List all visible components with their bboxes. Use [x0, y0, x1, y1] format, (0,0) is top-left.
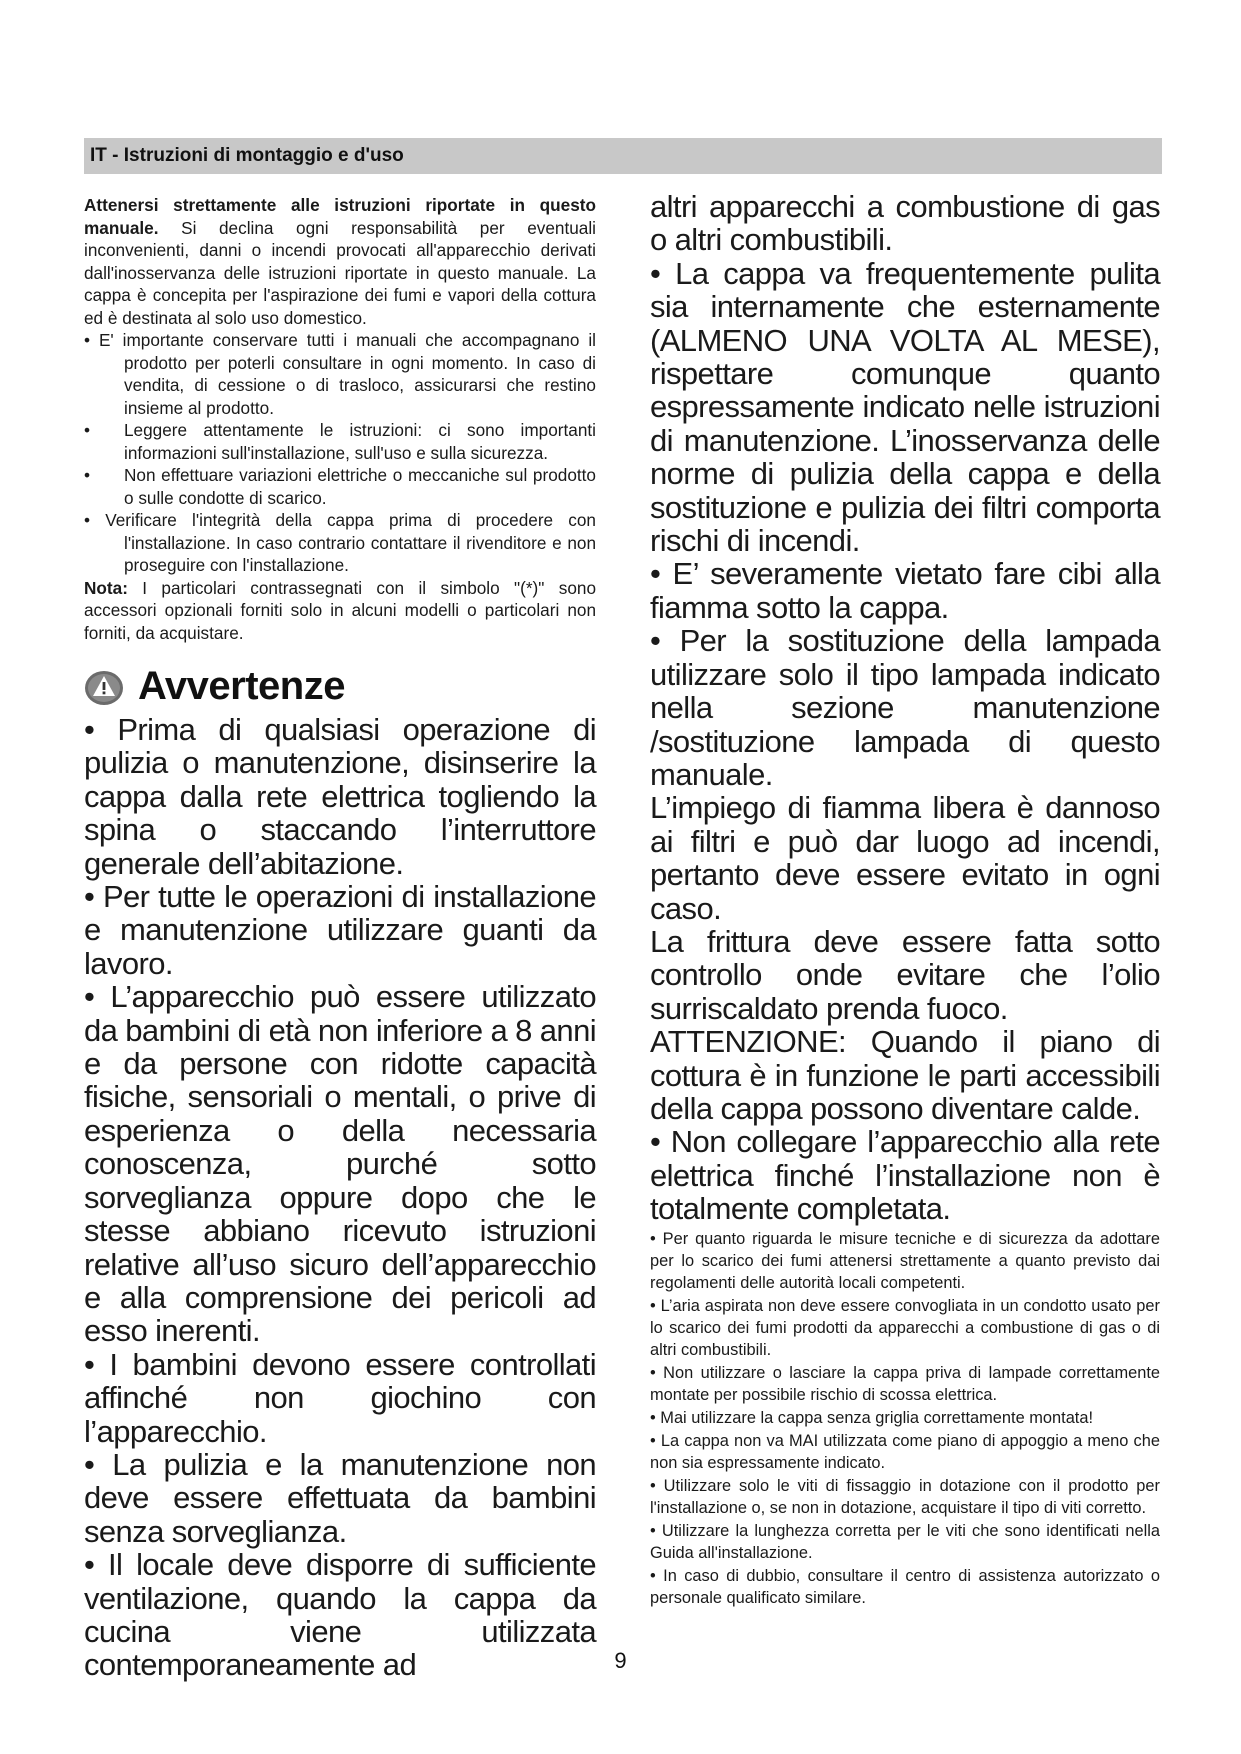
intro-bullet-2: [84, 419, 596, 464]
warning-paragraph: • Il locale deve disporre di sufficiente ventilazione, quando la cappa da cucina viene utilizzata contemporaneamente ad: [84, 1547, 596, 1683]
warning-paragraph: • Non collegare l’apparecchio alla rete elettrica finché l’installazione non è totalmente completata.: [650, 1124, 1160, 1227]
warning-triangle-icon: [84, 667, 124, 707]
right-column: [650, 190, 1160, 1610]
intro-bullet-3-text: Non effettuare variazioni elettriche o meccaniche sul prodotto o sulle condotte di scarico.: [124, 465, 596, 508]
intro-text: Si declina ogni responsabilità per eventuali inconvenienti, danni o incendi provocati all'apparecchio derivati dall'inosservanza delle istruzioni riportate in questo manuale. La cappa è concepita per l'aspirazione dei fumi e vapori della cottura ed è destinata al solo uso domestico.: [84, 217, 596, 328]
nota-label: Nota:: [84, 577, 128, 598]
intro-bullet-3: [84, 464, 596, 509]
small-warning: • L’aria aspirata non deve essere convogliata in un condotto usato per lo scarico dei fumi prodotti da apparecchi a combustione di gas o di altri combustibili.: [650, 1296, 1160, 1359]
page-number: 9: [614, 1648, 627, 1673]
nota-paragraph: [84, 577, 596, 645]
small-warning: • La cappa non va MAI utilizzata come piano di appoggio a meno che non sia espressamente indicato.: [650, 1431, 1160, 1472]
intro-bullet-4: [84, 509, 596, 577]
warning-paragraph: ATTENZIONE: Quando il piano di cottura è in funzione le parti accessibili della cappa possono diventare calde.: [650, 1024, 1160, 1126]
intro-bullet-1-text: • E' importante conservare tutti i manuali che accompagnano il prodotto per poterli consultare in ogni momento. In caso di vendita, di cessione o di trasloco, assicurarsi che restino insieme al prodotto.: [84, 330, 596, 418]
warning-paragraph: La frittura deve essere fatta sotto controllo onde evitare che l’olio surriscaldato prenda fuoco.: [650, 923, 1160, 1026]
small-warning: • Utilizzare solo le viti di fissaggio in dotazione con il prodotto per l'installazione o, se non in dotazione, acquistare il tipo di viti corretto.: [650, 1476, 1160, 1517]
intro-bullet-1: [84, 329, 596, 419]
left-column: [84, 194, 596, 1682]
intro-bold-lead: Attenersi strettamente alle istruzioni riportate in questo manuale.: [84, 195, 596, 238]
warning-paragraph: • Per tutte le operazioni di installazione e manutenzione utilizzare guanti da lavoro.: [84, 879, 596, 981]
warning-paragraph: • I bambini devono essere controllati affinché non giochino con l’apparecchio.: [84, 1346, 596, 1449]
warnings-right-small: [650, 1228, 1160, 1609]
small-warning: • Non utilizzare o lasciare la cappa priva di lampade correttamente montate per possibile rischio di scossa elettrica.: [650, 1363, 1160, 1404]
warning-paragraph: • Prima di qualsiasi operazione di pulizia o manutenzione, disinserire la cappa dalla rete elettrica togliendo la spina o staccando l’interruttore generale dell’abitazione.: [84, 712, 596, 881]
intro-bullet-2-text: Leggere attentamente le istruzioni: ci sono importanti informazioni sull'installazione, sull'uso e sulla sicurezza.: [124, 420, 596, 463]
bullet-dot: •: [84, 420, 91, 440]
small-warning: • Utilizzare la lunghezza corretta per le viti che sono identificati nella Guida all'installazione.: [650, 1521, 1160, 1562]
warning-paragraph: • L’apparecchio può essere utilizzato da bambini di età non inferiore a 8 anni e da persone con ridotte capacità fisiche, sensoriali o mentali, o prive di esperienza o della necessaria conoscenza, purché sotto sorveglianza oppure dopo che le stesse abbiano ricevuto istruzioni relative all’uso sicuro dell’apparecchio e alla comprensione dei pericoli ad esso inerenti.: [84, 979, 596, 1349]
section-title: IT - Istruzioni di montaggio e d'uso: [90, 145, 404, 166]
intro-bullet-4-text: • Verificare l'integrità della cappa prima di procedere con l'installazione. In caso contrario contattare il rivenditore e non proseguire con l'installazione.: [84, 510, 596, 575]
warning-paragraph: • La pulizia e la manutenzione non deve essere effettuata da bambini senza sorveglianza.: [84, 1446, 596, 1549]
warning-paragraph: • E’ severamente vietato fare cibi alla fiamma sotto la cappa.: [650, 556, 1160, 625]
nota-text: I particolari contrassegnati con il simbolo "(*)" sono accessori opzionali forniti solo in alcuni modelli o particolari non forniti, da acquistare.: [84, 577, 596, 643]
small-warning: • In caso di dubbio, consultare il centro di assistenza autorizzato o personale qualificato similare.: [650, 1566, 1160, 1607]
warning-paragraph: altri apparecchi a combustione di gas o altri combustibili.: [650, 189, 1160, 258]
warnings-title: Avvertenze: [138, 664, 345, 708]
small-warning: • Per quanto riguarda le misure tecniche e di sicurezza da adottare per lo scarico dei fumi attenersi strettamente a quanto previsto dai regolamenti delle autorità locali competenti.: [650, 1229, 1160, 1292]
section-header: [84, 138, 1162, 174]
warnings-heading: [84, 664, 596, 709]
warning-paragraph: • La cappa va frequentemente pulita sia internamente che esternamente (ALMENO UNA VOLTA AL MESE), rispettare comunque quanto espressamente indicato nelle istruzioni di manutenzione. L’inosservanza delle norme di pulizia della cappa e della sostituzione e pulizia dei filtri comporta rischi di incendi.: [650, 255, 1160, 559]
warning-paragraph: L’impiego di fiamma libera è dannoso ai filtri e può dar luogo ad incendi, pertanto deve essere evitato in ogni caso.: [650, 790, 1160, 926]
intro-paragraph: [84, 194, 596, 329]
warning-paragraph: • Per la sostituzione della lampada utilizzare solo il tipo lampada indicato nella sezione manutenzione /sostituzione lampada di questo manuale.: [650, 623, 1160, 792]
bullet-dot: •: [84, 465, 91, 485]
small-warning: • Mai utilizzare la cappa senza griglia correttamente montata!: [650, 1408, 1094, 1427]
warnings-left-text: [84, 713, 596, 1682]
warnings-right-text: [650, 190, 1160, 1226]
